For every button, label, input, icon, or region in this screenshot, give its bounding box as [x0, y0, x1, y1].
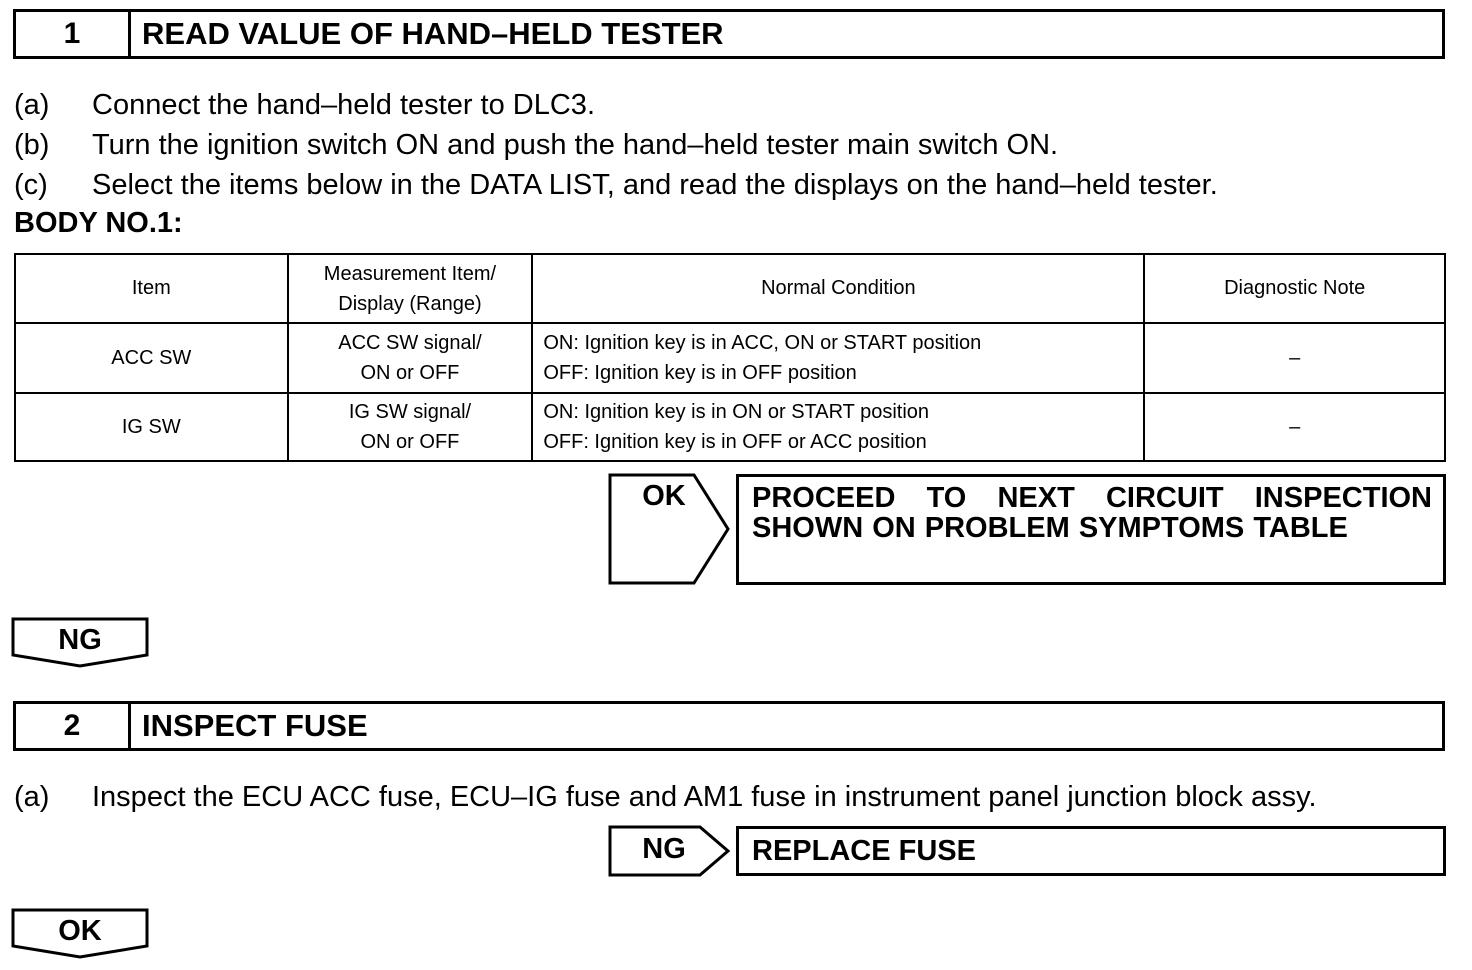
instruction-text: Turn the ignition switch ON and push the hand–held tester main switch ON.	[92, 129, 1059, 161]
ok-result-line2: SHOWN ON PROBLEM SYMPTOMS TABLE	[752, 512, 1348, 544]
header-measurement-line2: Display (Range)	[338, 292, 482, 315]
ok-label: OK	[642, 480, 686, 512]
cell-measurement-line1: ACC SW signal/	[338, 332, 482, 354]
cell-measurement-line2: ON or OFF	[360, 362, 460, 384]
ok-result-box	[736, 474, 1446, 585]
ng-label: NG	[642, 833, 686, 865]
header-measurement	[288, 254, 533, 323]
step-number: 1	[16, 12, 131, 56]
header-diagnostic-note: Diagnostic Note	[1144, 254, 1445, 323]
cell-measurement-line1: IG SW signal/	[348, 401, 472, 423]
ok-result-line1: PROCEED TO NEXT CIRCUIT INSPECTION	[752, 482, 1432, 514]
table-header-row	[15, 254, 1445, 323]
cell-item: ACC SW	[15, 323, 288, 393]
cell-condition-on: ON: Ignition key is in ON or START position	[543, 401, 930, 423]
instruction-label: (a)	[14, 89, 50, 121]
instruction-text: Inspect the ECU ACC fuse, ECU–IG fuse and AM1 fuse in instrument panel junction block assy.	[92, 781, 1317, 813]
cell-item: IG SW	[15, 393, 288, 461]
cell-measurement	[288, 393, 533, 461]
cell-note: –	[1144, 323, 1445, 393]
step-2-header	[13, 701, 1445, 751]
cell-condition	[532, 323, 1144, 393]
ng-result-text: REPLACE FUSE	[752, 835, 976, 867]
cell-condition-off: OFF: Ignition key is in OFF position	[543, 362, 857, 384]
step-number: 2	[16, 704, 131, 748]
header-measurement-line1: Measurement Item/	[323, 262, 497, 285]
ng-down-label: NG	[58, 624, 102, 656]
ng-result-box	[736, 826, 1446, 876]
cell-condition-off: OFF: Ignition key is in OFF or ACC position	[543, 431, 927, 453]
table-row	[15, 393, 1445, 461]
cell-note: –	[1144, 393, 1445, 461]
instruction-label: (c)	[14, 169, 48, 201]
instruction-text: Select the items below in the DATA LIST, and read the displays on the hand–held tester.	[92, 169, 1218, 201]
instruction-label: (a)	[14, 781, 50, 813]
cell-condition-on: ON: Ignition key is in ACC, ON or START position	[543, 332, 982, 354]
step-title: INSPECT FUSE	[142, 708, 368, 743]
step-1-header	[13, 9, 1445, 59]
step-title: READ VALUE OF HAND–HELD TESTER	[142, 16, 724, 51]
step2-instruction-a	[14, 777, 1317, 817]
data-list-table	[14, 253, 1446, 462]
ok-down-label: OK	[58, 915, 102, 947]
instruction-label: (b)	[14, 129, 50, 161]
table-row	[15, 323, 1445, 393]
cell-condition	[532, 393, 1144, 461]
cell-measurement-line2: ON or OFF	[360, 431, 460, 453]
header-normal-condition: Normal Condition	[532, 254, 1144, 323]
instruction-text: Connect the hand–held tester to DLC3.	[92, 89, 595, 121]
section-heading: BODY NO.1:	[14, 207, 183, 239]
instruction-c	[14, 165, 1218, 205]
cell-measurement	[288, 323, 533, 393]
instruction-a	[14, 85, 595, 125]
instruction-b	[14, 125, 1058, 165]
header-item: Item	[15, 254, 288, 323]
